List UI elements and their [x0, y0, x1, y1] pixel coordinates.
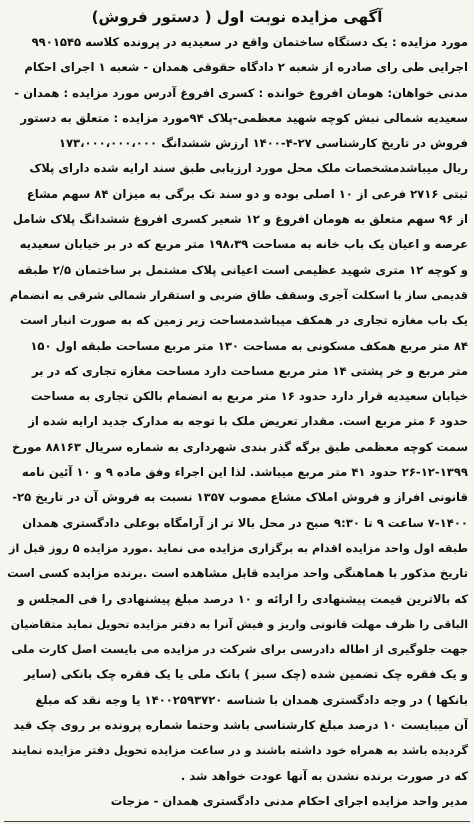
notice-line: قدیمی ساز با اسکلت آجری وسقف طاق ضربی و استقرار شمالی شرقی به انضمام: [9, 288, 468, 302]
notice-line: آن میبایست ۱۰ درصد مبلغ کارشناسی باشد وحتما شماره پرونده بر روی چک قید: [13, 718, 468, 733]
notice-line: قانونی افراز و فروش املاک مشاع مصوب ۱۳۵۷ نسبت به فروش آن در تاریخ ۲۵-: [12, 490, 468, 505]
notice-line: متر مربع و خر پشتی ۱۴ متر مربع مساحت دارد مساحت مغازه تجاری که در بر: [31, 363, 468, 378]
notice-line: تاریخ مذکور با هماهنگی واحد مزایده قابل مشاهده است .برنده مزایده کسی است: [7, 566, 468, 581]
notice-line: سعیدیه شمالی نبش کوچه شهید معظمی-پلاک ۹۴مورد مزایده : متعلق به دستور: [20, 110, 468, 125]
notice-line: ثبتی ۲۷۱۶ فرعی از ۱۰ اصلی بوده و دو سند تک برگی به میزان ۸۴ سهم مشاع: [26, 186, 468, 201]
notice-line: که در صورت برنده نشدن به آنها عودت خواهد شد .: [180, 768, 468, 783]
notice-line: بانکها ) در وجه دادگستری همدان با شناسه ۱۴۰۰۲۵۹۳۷۲۰ یا وجه نقد که مبلغ: [35, 692, 468, 707]
notice-line: یک باب مغازه تجاری در همکف میباشدمساحت زیر زمین که به صورت انبار است: [20, 313, 468, 328]
notice-body: [6, 30, 468, 814]
notice-line: گردیده باشد به همراه خود داشته باشند و در ساعت مزایده تحویل دفتر مزایده نمایند: [11, 744, 468, 758]
notice-line: خیابان سعیدیه قرار دارد حدود ۱۶ متر مربع به انضمام بالکن تجاری به مساحت: [30, 389, 468, 404]
notice-line: سمت کوچه معظمی طبق برگه گذر بندی شهرداری به شماره سریال ۸۸۱۶۳ مورخ: [12, 439, 468, 454]
notice-line: الباقی را ظرف مهلت قانونی واریز و فیش آنرا به دفتر مزایده تحویل نماید متقاضیان: [10, 617, 468, 631]
notice-line: و کوچه ۱۲ متری شهید عظیمی است اعیانی پلاک مشتمل بر ساختمان ۲/۵ طبقه: [17, 262, 468, 277]
notice-line: ۸۴ متر مربع همکف مسکونی به مساحت ۱۳۰ متر مربع مساحت طبقه اول ۱۵۰: [30, 338, 468, 353]
notice-line: فروش در تاریخ کارشناسی ۲۷-۴-۱۴۰۰ ارزش ششدانگ ۱۷۳،۰۰۰،۰۰۰،۰۰۰: [58, 136, 468, 151]
notice-line: ۷-۱۴۰۰ ساعت ۹ تا ۹:۳۰ صبح در محل بالا تر از آرامگاه بوعلی دادگستری همدان: [22, 515, 468, 530]
notice-line: از ۹۶ سهم متعلق به هومان افروغ و ۱۲ شعیر کسری افروغ ششدانگ پلاک شامل: [12, 212, 468, 227]
notice-line: طبقه اول واحد مزایده اقدام به برگزاری مزایده می نماید .مورد مزایده ۵ روز قبل از: [9, 541, 468, 555]
notice-line: مدنی خواهان: هومان افروغ خوانده : کسری افروغ آدرس مورد مزایده : همدان -: [14, 85, 468, 100]
notice-line: مورد مزایده : یک دستگاه ساختمان واقع در سعیدیه در پرونده کلاسه ۹۹۰۱۵۴۵: [31, 35, 468, 49]
notice-line: اجرایی طی رای صادره از شعبه ۲ دادگاه حقوقی همدان - شعبه ۱ اجرای احکام: [24, 60, 468, 75]
notice-line: ریال میباشدمشخصات ملک محل مورد ارزیابی طبق سند ارایه شده دارای پلاک: [29, 161, 468, 176]
signature-line: مدیر واحد مزایده اجرای احکام مدنی دادگستری همدان - مزجات: [110, 793, 468, 808]
notice-title: آگهی مزایده نوبت اول ( دستور فروش): [91, 8, 383, 26]
notice-line: ۲۶-۱۲-۱۳۹۹ حدود ۴۱ متر مربع میباشد. لذا این اجراء وفق ماده ۹ و ۱۰ آئین نامه: [21, 465, 468, 480]
notice-line: و یک فقره چک تضمین شده (چک سبز ) بانک ملی یا یک فقره چک بانکی (سایر: [24, 667, 468, 682]
notice-line: حدود ۶ متر مربع است. مقدار تعریض ملک با توجه به مدارک جدید ارایه شده از: [28, 414, 468, 429]
notice-line: جهت جلوگیری از اطاله دادرسی برای شرکت در مزایده می بایست اصل کارت ملی: [11, 642, 468, 657]
bottom-divider: [4, 821, 470, 822]
notice-line: عرصه و اعیان یک باب خانه به مساحت ۱۹۸،۳۹ متر مربع که در بر خیابان سعیدیه: [19, 237, 468, 252]
notice-line: که بالاترین قیمت پیشنهادی را ارائه و ۱۰ درصد مبلغ پیشنهادی را فی المجلس و: [17, 591, 468, 606]
